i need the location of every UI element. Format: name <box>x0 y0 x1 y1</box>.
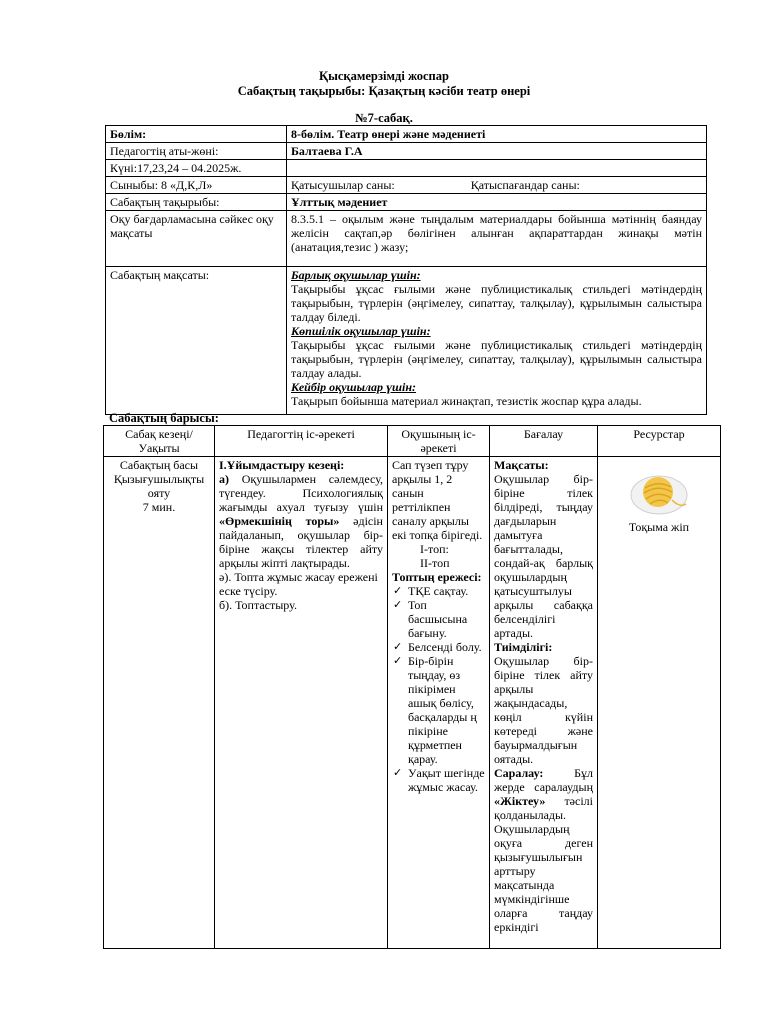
header-resources: Ресурстар <box>598 426 721 457</box>
stage-time: 7 мин. <box>142 500 176 514</box>
date-value <box>287 160 707 177</box>
rules-heading: Топтың ережесі: <box>392 570 482 584</box>
rule-item: ✓ Топ басшысына бағыну. <box>393 598 468 640</box>
check-icon: ✓ <box>393 598 403 611</box>
objective-value <box>287 267 707 415</box>
objective-row <box>106 267 707 415</box>
some-students-text: Тақырып бойынша материал жинақтап, тезистік жоспар құра алады. <box>291 394 642 408</box>
teacher-stage-heading: I.Ұйымдастыру кезеңі: <box>219 458 345 472</box>
date-label: Күні:17,23,24 – 04.2025ж. <box>106 160 287 177</box>
present-label: Қатысушылар саны: <box>291 178 395 192</box>
resource-cell <box>598 457 721 949</box>
rule-item: ✓ Белсенді болу. <box>393 640 482 654</box>
header-stage: Сабақ кезеңі/Уақыты <box>104 426 215 457</box>
header-assessment: Бағалау <box>490 426 598 457</box>
all-students-heading: Барлық оқушылар үшін: <box>291 268 421 282</box>
assessment-goal-heading: Мақсаты: <box>494 458 549 472</box>
all-students-text: Тақырыбы ұқсас ғылыми және публицистикалық стильдегі мәтіндердің тақырыбын, түрлерін (әңгімелеу, сипаттау, талқылау), құрылымын салыстыра талдау біледі. <box>291 282 702 324</box>
rule-item: ✓ Бір-бірін тыңдау, өз пікірімен ашық бөлісу, басқаларды ң пікіріне құрметпен қарау. <box>393 654 477 766</box>
group-two: II-топ <box>420 556 450 570</box>
most-students-heading: Көпшілік оқушылар үшін: <box>291 324 431 338</box>
topic-row <box>106 194 707 211</box>
absent-label: Қатыспағандар саны: <box>470 178 580 192</box>
teacher-row <box>106 143 707 160</box>
check-icon: ✓ <box>393 654 403 667</box>
student-intro: Сап түзеп тұру арқылы 1, 2 санын реттілікпен саналу арқылы екі топқа бірігеді. <box>392 458 483 542</box>
teacher-action-cell <box>215 457 388 949</box>
teacher-step-b: ә). Топта жұмыс жасау ережені еске түсіру. <box>219 570 378 598</box>
lesson-number: №7-сабақ. <box>355 111 413 125</box>
topic-label: Сабақтың тақырыбы: <box>106 194 287 211</box>
student-action-cell <box>388 457 490 949</box>
class-label: Сыныбы: 8 «Д,К,Л» <box>106 177 287 194</box>
method-name: «Өрмекшінің торы» <box>219 514 340 528</box>
goal-label: Оқу бағдарламасына сәйкес оқу мақсаты <box>106 211 287 267</box>
stage-name: Сабақтың басы <box>119 458 199 472</box>
class-row <box>106 177 707 194</box>
attendance-cell <box>287 177 707 194</box>
check-icon: ✓ <box>393 766 403 779</box>
stage-cell <box>104 457 215 949</box>
differentiation-text: Саралау: Бұл жерде саралаудың «Жіктеу» тәсілі қолданылады. Оқушылардың оқуға деген қызығушылығын арттыру мақсатында мүмкіндігінше оларға таңдау еркіндігі <box>494 766 593 934</box>
section-label: Бөлім: <box>106 126 287 143</box>
stage-subname: Қызығушылықты ояту <box>113 472 205 500</box>
progress-title: Сабақтың барысы: <box>109 411 219 425</box>
resource-label: Тоқыма жіп <box>628 520 690 534</box>
teacher-value: Балтаева Г.А <box>287 143 707 160</box>
progress-row <box>104 457 721 949</box>
teacher-step-c: б). Топтастыру. <box>219 598 297 612</box>
goal-value: 8.3.5.1 – оқылым және тыңдалым материалдары бойынша мәтіннің баяндау желісін сақтап,әр бөлігінен алынған ақпараттардан жинақы мәтін (анатация,тезис ) жазу; <box>287 211 707 267</box>
plan-title: Қысқамерзімді жоспар <box>319 69 449 83</box>
progress-table <box>103 425 721 949</box>
check-icon: ✓ <box>393 584 403 597</box>
section-value: 8-бөлім. Театр өнері және мәдениеті <box>287 126 707 143</box>
rule-item: ✓ ТҚЕ сақтау. <box>393 584 469 598</box>
rule-item: ✓ Уақыт шегінде жұмыс жасау. <box>393 766 485 794</box>
header-student: Оқушының іс-әрекеті <box>388 426 490 457</box>
objective-label: Сабақтың мақсаты: <box>106 267 287 415</box>
lesson-topic-title: Сабақтың тақырыбы: Қазақтың кәсіби театр өнері <box>237 84 531 98</box>
some-students-heading: Кейбір оқушылар үшін: <box>291 380 417 394</box>
effectiveness-text: Оқушылар бір-біріне тілек айту арқылы жақындасады, көңіл күйін көтереді және бауырмалдығын оятады. <box>494 654 593 766</box>
assessment-goal-text: Оқушылар бір-біріне тілек білдіреді, тыңдау дағдыларын дамытуға бағытталады, сондай-ақ барлық оқушылардың қатысуштылуы арқылы сабаққа белсенділігі артады. <box>494 472 593 640</box>
goal-row <box>106 211 707 267</box>
effectiveness-heading: Тиімділігі: <box>494 640 553 654</box>
teacher-step-a: а) Оқушылармен сәлемдесу, түгендеу. Психологиялық жағымды ахуал туғызу үшін «Өрмекшінің торы» әдісін пайдаланып, оқушылар бір-біріне жақсы тілектер айту арқылы жіпті лақтырады. <box>219 472 383 570</box>
progress-header-row <box>104 426 721 457</box>
teacher-label: Педагогтің аты-жөні: <box>106 143 287 160</box>
topic-value: Ұлттық мәдениет <box>287 194 707 211</box>
assessment-cell <box>490 457 598 949</box>
info-table <box>105 125 707 415</box>
rules-list <box>392 584 485 794</box>
yarn-ball-icon <box>628 470 690 516</box>
check-icon: ✓ <box>393 640 403 653</box>
group-one: I-топ: <box>420 542 449 556</box>
header-teacher: Педагогтің іс-әрекеті <box>215 426 388 457</box>
date-row <box>106 160 707 177</box>
most-students-text: Тақырыбы ұқсас ғылыми және публицистикалық стильдегі мәтіндердің тақырыбын, түрлерін (әңгімелеу, сипаттау, талқылау), құрылымын салыстыра талдау алады. <box>291 338 702 380</box>
section-row <box>106 126 707 143</box>
